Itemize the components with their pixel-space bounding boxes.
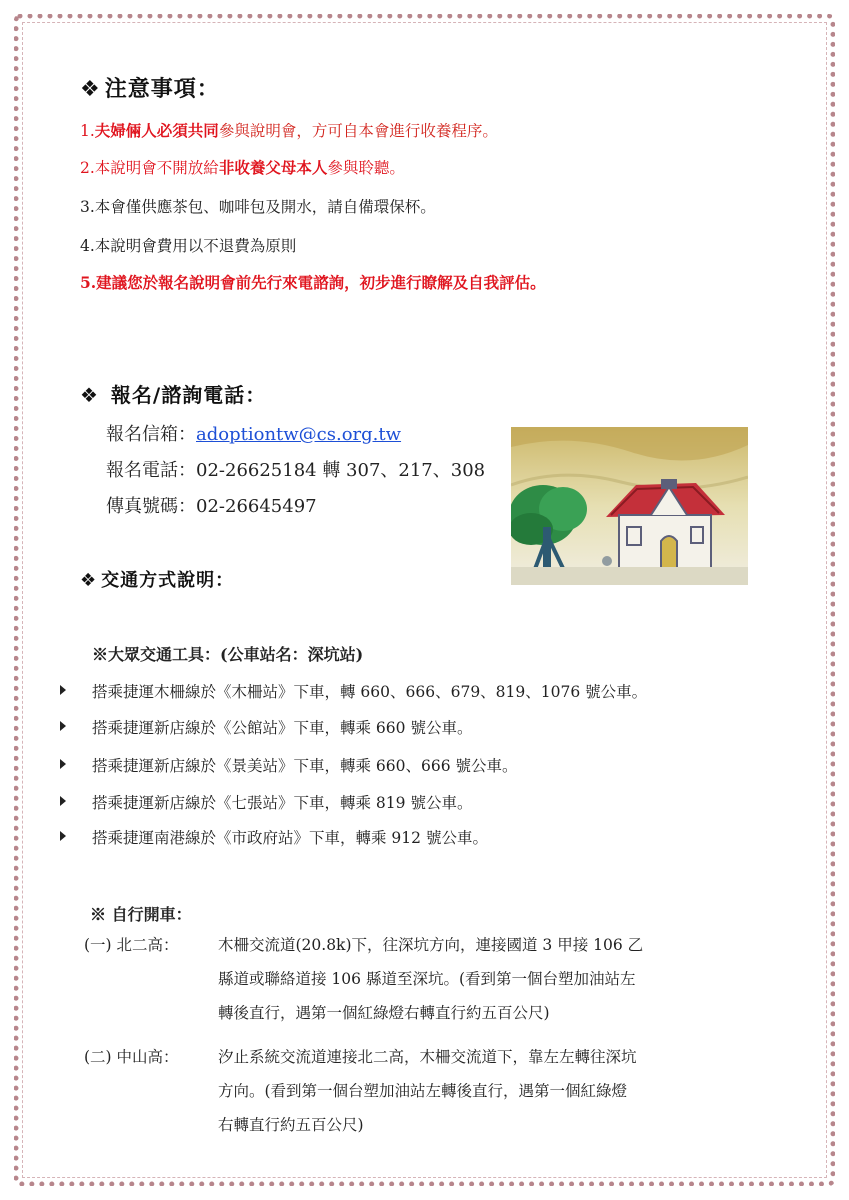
notice-item-5: 5.建議您於報名說明會前先行來電諮詢，初步進行瞭解及自我評估。 (80, 273, 546, 292)
triangle-bullet-icon (60, 721, 66, 731)
drive-route-line: 汐止系統交流道連接北二高，木柵交流道下，靠左左轉往深坑 (218, 1048, 637, 1066)
notice-item-prefix: 2. (80, 159, 95, 177)
diamond-bullet-icon: ❖ (80, 77, 101, 102)
contact-phone-row (106, 456, 485, 482)
notice-item-prefix: 1. (80, 122, 95, 140)
triangle-bullet-icon (60, 759, 66, 769)
drive-route-1-text (218, 928, 643, 1030)
triangle-bullet-icon (60, 796, 66, 806)
drive-route-2-text (218, 1040, 637, 1142)
email-link[interactable]: adoptiontw@cs.org.tw (196, 424, 402, 445)
contact-email-row (106, 420, 401, 446)
notice-item-text: 參與說明會，方可自本會進行收養程序。 (218, 122, 498, 140)
notice-item-3: 3.本會僅供應茶包、咖啡包及開水，請自備環保杯。 (80, 198, 436, 216)
triangle-bullet-icon (60, 685, 66, 695)
drive-route-line: 轉後直行，遇第一個紅綠燈右轉直行約五百公尺) (218, 1004, 550, 1022)
public-transport-title: ※大眾交通工具：(公車站名：深坑站) (92, 645, 364, 664)
contact-title: 報名/諮詢電話： (110, 383, 267, 407)
public-transport-item-1: 搭乘捷運木柵線於《木柵站》下車，轉 660、666、679、819、1076 號公車。 (92, 683, 648, 701)
notice-title: 注意事項： (104, 76, 220, 102)
notice-item-text: 本說明會不開放給 (94, 159, 219, 177)
contact-fax-row (106, 492, 317, 518)
drive-route-2-label: (二) 中山高： (84, 1048, 179, 1066)
diamond-bullet-icon: ❖ (80, 383, 99, 407)
notice-heading (80, 72, 220, 103)
transport-heading (80, 566, 234, 592)
notice-item-1 (80, 120, 498, 142)
notice-item-4: 4.本說明會費用以不退費為原則 (80, 237, 297, 255)
drive-route-line: 右轉直行約五百公尺) (218, 1116, 364, 1134)
phone-label: 報名電話： (106, 460, 196, 481)
public-transport-item-2: 搭乘捷運新店線於《公館站》下車，轉乘 660 號公車。 (92, 719, 473, 737)
fax-label: 傳真號碼： (106, 496, 196, 517)
drive-route-1-label: (一) 北二高： (84, 936, 179, 954)
phone-number: 02-26625184 轉 307、217、308 (196, 460, 486, 481)
contact-heading (80, 379, 266, 408)
email-label: 報名信箱： (106, 424, 196, 445)
drive-route-line: 方向。(看到第一個台塑加油站左轉後直行，遇第一個紅綠燈 (218, 1082, 628, 1100)
house-painting-image (511, 427, 748, 585)
drive-title: ※ 自行開車： (90, 905, 192, 924)
transport-title: 交通方式說明： (101, 570, 235, 591)
public-transport-item-4: 搭乘捷運新店線於《七張站》下車，轉乘 819 號公車。 (92, 794, 473, 812)
public-transport-item-3: 搭乘捷運新店線於《景美站》下車，轉乘 660、666 號公車。 (92, 757, 518, 775)
drive-route-line: 縣道或聯絡道接 106 縣道至深坑。(看到第一個台塑加油站左 (218, 970, 636, 988)
notice-item-emphasis: 非收養父母本人 (218, 158, 328, 177)
notice-item-text: 參與聆聽。 (327, 159, 405, 177)
notice-item-emphasis: 夫婦倆人必須共同 (94, 121, 219, 140)
fax-number: 02-26645497 (196, 496, 317, 517)
drive-route-line: 木柵交流道(20.8k)下，往深坑方向，連接國道 3 甲接 106 乙 (218, 936, 644, 954)
diamond-bullet-icon: ❖ (80, 570, 98, 591)
triangle-bullet-icon (60, 831, 66, 841)
public-transport-item-5: 搭乘捷運南港線於《市政府站》下車，轉乘 912 號公車。 (92, 829, 488, 847)
notice-item-2 (80, 157, 405, 179)
